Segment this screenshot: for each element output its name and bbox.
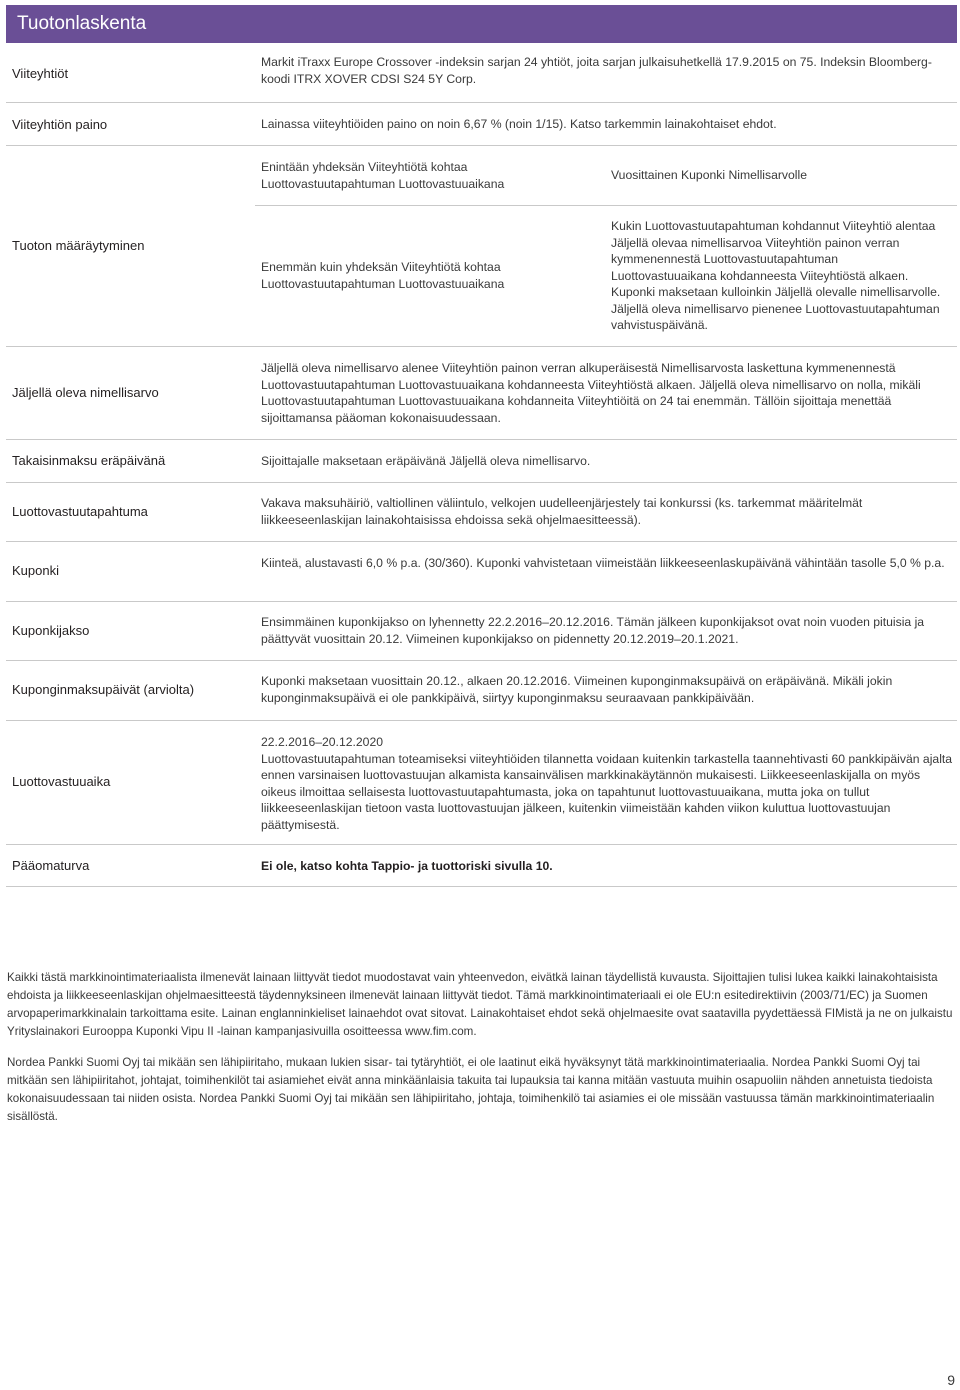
- table-row-jaljella-oleva-nimellisarvo: [6, 347, 957, 440]
- table-row-kuponki: [6, 542, 957, 602]
- case-condition: Enemmän kuin yhdeksän Viiteyhtiötä kohtaa Luottovastuutapahtuman Luottovastuuaikana: [261, 260, 505, 291]
- row-label: Luottovastuutapahtuma: [12, 504, 148, 519]
- case-outcome: Vuosittainen Kuponki Nimellisarvolle: [611, 168, 807, 182]
- row-value: Lainassa viiteyhtiöiden paino on noin 6,67 % (noin 1/15). Katso tarkemmin lainakohtaiset ehdot.: [261, 117, 777, 131]
- case-divider: [255, 205, 957, 206]
- disclaimer-paragraph: Nordea Pankki Suomi Oyj tai mikään sen lähipiiritaho, mukaan lukien sisar- tai tytäryhtiöt, ei ole laatinut eikä hyväksynyt tätä markkinointimateriaalia. Nordea Pankki Suomi Oyj tai mitkään sen lähipiiritahot, johtajat, toimihenkilöt tai asiamiehet eivät anna minkäänlaisia takuita tai lupauksia tai kanna mitään vastuuta muihin osapuoliin nähden annetuista tiedoista kokonaisuudessaan tai niiden osista. Nordea Pankki Suomi Oyj tai mikään sen lähipiiritaho, johtaja, toimihenkilö tai asiamies ei ole missään vastuussa tämän markkinointimateriaalin sisällöstä.: [7, 1056, 935, 1123]
- table-row-luottovastuuaika: [6, 721, 957, 845]
- table-row-takaisinmaksu: [6, 440, 957, 483]
- row-value: Ensimmäinen kuponkijakso on lyhennetty 22.2.2016–20.12.2016. Tämän jälkeen kuponkijaksot ovat noin vuoden pituisia ja päättyvät vuosittain 20.12. Viimeinen kuponkijakso on pidennetty 20.12.2019–20.1.2021.: [261, 615, 925, 646]
- row-value: [261, 734, 957, 833]
- row-label: Tuoton määräytyminen: [12, 238, 145, 253]
- row-label: Viiteyhtiön paino: [12, 117, 108, 132]
- row-value: Kiinteä, alustavasti 6,0 % p.a. (30/360). Kuponki vahvistetaan viimeistään liikkeeseenlaskupäivänä vähintään tasolle 5,0 % p.a.: [261, 556, 945, 570]
- case-condition: Enintään yhdeksän Viiteyhtiötä kohtaa Luottovastuutapahtuman Luottovastuuaikana: [261, 160, 505, 191]
- row-label: Viiteyhtiöt: [12, 66, 69, 81]
- table-row-viiteyhtiot: [6, 44, 957, 103]
- row-label: Takaisinmaksu eräpäivänä: [12, 453, 166, 468]
- row-label: Kuponginmaksupäivät (arviolta): [12, 682, 195, 697]
- luottovastuuaika-period: 22.2.2016–20.12.2020: [261, 735, 383, 749]
- row-value: Ei ole, katso kohta Tappio- ja tuottoriski sivulla 10.: [261, 859, 553, 873]
- row-value: Vakava maksuhäiriö, valtiollinen väliintulo, velkojen uudelleenjärjestely tai konkurssi (ks. tarkemmat määritelmät liikkeeseenlaskijan lainakohtaisissa ehdoissa sekä ohjelmaesitteessä).: [261, 496, 863, 527]
- row-value: Sijoittajalle maksetaan eräpäivänä Jäljellä oleva nimellisarvo.: [261, 454, 591, 468]
- row-label: Pääomaturva: [12, 858, 90, 873]
- row-value: Markit iTraxx Europe Crossover -indeksin sarjan 24 yhtiöt, joita sarjan julkaisuhetkellä 17.9.2015 on 75. Indeksin Bloomberg-koodi ITRX XOVER CDSI S24 5Y Corp.: [261, 55, 932, 86]
- table-row-luottovastuutapahtuma: [6, 483, 957, 542]
- table-row-paaomaturva: [6, 845, 957, 887]
- section-title-bar: [6, 5, 957, 43]
- table-row-kuponginmaksupaivat: [6, 661, 957, 721]
- disclaimer-paragraph: Kaikki tästä markkinointimateriaalista ilmenevät lainaan liittyvät tiedot muodostavat vain yhteenvedon, eivätkä lainan täydellistä kuvausta. Sijoittajien tulisi lukea kaikki lainakohtaisista ehdoista ja liikkeeseenlaskijan ohjelmaesitteestä täydennyksineen ilmenevät lainaan liittyvät tiedot. Tämä markkinointimateriaali ei ole EU:n esitedirektiivin (2003/71/EC) ja Suomen arvopaperimarkkinalain tarkoittama esite. Lainan englanninkieliset lainaehdot ovat sitovat. Lainakohtaiset ehdot sekä ohjelmaesite ovat saatavilla pyydettäessä FIMistä ja ne on julkaistu Yrityslainakori Eurooppa Kuponki Vipu II -lainan kampanjasivuilla osoitteessa www.fim.com.: [7, 971, 953, 1038]
- case-outcome: Kukin Luottovastuutapahtuman kohdannut Viiteyhtiö alentaa Jäljellä olevaa nimellisarvoa Viiteyhtiön painon verran kymmenennestä Luottovastuutapahtuman Luottovastuuaikana kohdanneesta Viiteyhtiöstä alkaen. Kuponki maksetaan kulloinkin Jäljellä olevalle nimellisarvolle. Jäljellä oleva nimellisarvo pienenee Luottovastuutapahtuman vahvistuspäivänä.: [611, 219, 941, 332]
- table-row-kuponkijakso: [6, 602, 957, 661]
- row-label: Jäljellä oleva nimellisarvo: [12, 385, 159, 400]
- luottovastuuaika-note: Luottovastuutapahtuman toteamiseksi viiteyhtiöiden tilannetta voidaan kuitenkin tarkastella taannehtivasti 60 pankkipäivän ajalta ennen varsinaisen luottovastuujan alkamista kansainvälisen markkinakäytännön mukaisesti. Liikkeeseenlaskijalla on myös oikeus ilmoittaa sellaisesta luottovastuutapahtumasta, joka on tapahtunut luottovastuuaikana, mutta joka on tullut liikkeeseenlaskijan tietoon vasta luottovastuujan jälkeen, kuitenkin viimeistään kahden viikon kuluttua luottovastuujan päättymisestä.: [261, 751, 953, 832]
- section-title: Tuotonlaskenta: [17, 13, 147, 34]
- row-label: Luottovastuuaika: [12, 774, 111, 789]
- row-label: Kuponki: [12, 563, 59, 578]
- row-value: Jäljellä oleva nimellisarvo alenee Viiteyhtiön painon verran alkuperäisestä Nimellisarvosta laskettuna kymmenennestä Luottovastuutapahtuman Luottovastuuaikana kohdanneesta Viiteyhtiöstä alkaen. Jäljellä oleva nimellisarvo on nolla, mikäli Luottovastuutapahtuman Luottovastuuaikana kohdanneita Viiteyhtiöitä on 24 tai enemmän. Tällöin sijoittaja menettää sijoittamansa pääoman kokonaisuudessaan.: [261, 361, 921, 425]
- row-label: Kuponkijakso: [12, 623, 90, 638]
- table-row-viiteyhtion-paino: [6, 103, 957, 146]
- row-value: Kuponki maksetaan vuosittain 20.12., alkaen 20.12.2016. Viimeinen kuponginmaksupäivä on eräpäivänä. Mikäli jokin kuponginmaksupäivä ei ole pankkipäivä, siirtyy kuponginmaksu seuraavaan pankkipäivään.: [261, 674, 893, 705]
- page-number: 9: [947, 1372, 955, 1388]
